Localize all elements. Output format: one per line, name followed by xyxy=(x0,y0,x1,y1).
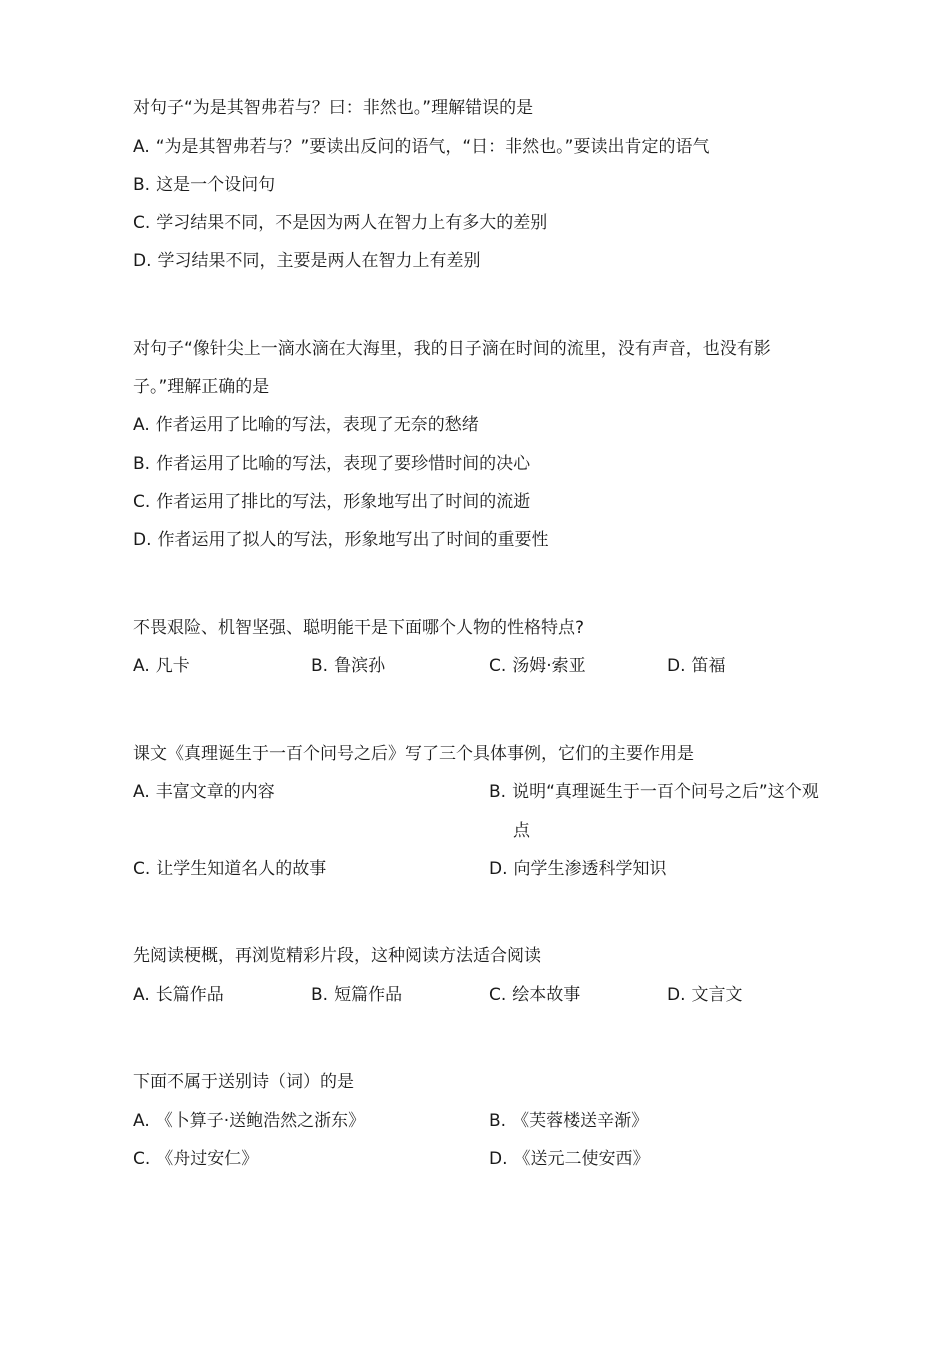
question-1-stem: 对句子“为是其智弗若与？曰：非然也。”理解错误的是 xyxy=(133,98,534,118)
option-letter: A. xyxy=(133,985,150,1005)
option-text: 让学生知道名人的故事 xyxy=(156,859,327,879)
option-letter: A. xyxy=(133,137,150,157)
question-5-stem: 先阅读梗概，再浏览精彩片段，这种阅读方法适合阅读 xyxy=(133,946,541,966)
question-4-option-b xyxy=(489,781,819,803)
option-text: 作者运用了比喻的写法，表现了要珍惜时间的决心 xyxy=(156,454,531,474)
question-4-stem: 课文《真理诞生于一百个问号之后》写了三个具体事例，它们的主要作用是 xyxy=(133,744,694,764)
option-letter: D. xyxy=(489,859,508,879)
question-5-option-a xyxy=(133,984,224,1006)
option-letter: A. xyxy=(133,1111,150,1131)
question-2-option-c xyxy=(133,491,530,513)
option-letter: B. xyxy=(311,985,329,1005)
question-6-option-c xyxy=(133,1148,258,1170)
option-text: 丰富文章的内容 xyxy=(155,782,275,802)
option-text: 学习结果不同，不是因为两人在智力上有多大的差别 xyxy=(156,213,548,233)
option-text: 这是一个设问句 xyxy=(156,175,276,195)
option-text: 长篇作品 xyxy=(155,985,224,1005)
option-letter: C. xyxy=(133,1149,151,1169)
option-text: 学习结果不同，主要是两人在智力上有差别 xyxy=(157,251,481,271)
option-text: 绘本故事 xyxy=(512,985,581,1005)
option-text: “为是其智弗若与？”要读出反问的语气，“日：非然也。”要读出肯定的语气 xyxy=(155,137,710,157)
option-letter: C. xyxy=(133,859,151,879)
option-letter: D. xyxy=(133,251,152,271)
question-4-option-b-continuation: 点 xyxy=(513,821,530,841)
question-3-option-c xyxy=(489,655,586,677)
option-letter: C. xyxy=(133,213,151,233)
option-letter: B. xyxy=(311,656,329,676)
question-1-option-a xyxy=(133,136,709,158)
option-letter: C. xyxy=(489,985,507,1005)
option-letter: B. xyxy=(489,1111,507,1131)
question-3-option-b xyxy=(311,655,385,677)
option-letter: D. xyxy=(489,1149,508,1169)
option-text: 文言文 xyxy=(691,985,743,1005)
option-letter: B. xyxy=(133,175,151,195)
option-text: 说明“真理诞生于一百个问号之后”这个观 xyxy=(512,782,819,802)
question-5-option-b xyxy=(311,984,402,1006)
option-text: 鲁滨孙 xyxy=(334,656,386,676)
option-letter: D. xyxy=(133,530,152,550)
question-1-option-b xyxy=(133,174,275,196)
option-text: 凡卡 xyxy=(155,656,190,676)
question-2-stem-line-2: 子。”理解正确的是 xyxy=(133,377,270,397)
question-2-option-d xyxy=(133,529,549,551)
question-3-option-a xyxy=(133,655,190,677)
option-text: 作者运用了排比的写法，形象地写出了时间的流逝 xyxy=(156,492,531,512)
option-text: 《送元二使安西》 xyxy=(513,1149,650,1169)
question-2-stem-line-1: 对句子“像针尖上一滴水滴在大海里，我的日子滴在时间的流里，没有声音，也没有影 xyxy=(133,339,771,359)
option-text: 作者运用了拟人的写法，形象地写出了时间的重要性 xyxy=(157,530,549,550)
option-letter: A. xyxy=(133,656,150,676)
option-letter: B. xyxy=(489,782,507,802)
question-6-stem: 下面不属于送别诗（词）的是 xyxy=(133,1072,354,1092)
option-letter: D. xyxy=(667,656,686,676)
question-4-option-c xyxy=(133,858,326,880)
question-6-option-b xyxy=(489,1110,648,1132)
option-text: 《舟过安仁》 xyxy=(156,1149,259,1169)
option-text: 向学生渗透科学知识 xyxy=(513,859,667,879)
question-3-option-d xyxy=(667,655,726,677)
question-4-option-a xyxy=(133,781,275,803)
option-text: 《卜算子·送鲍浩然之浙东》 xyxy=(155,1111,366,1131)
option-letter: C. xyxy=(133,492,151,512)
question-1-option-d xyxy=(133,250,481,272)
option-text: 笛福 xyxy=(691,656,726,676)
question-3-stem: 不畏艰险、机智坚强、聪明能干是下面哪个人物的性格特点? xyxy=(133,618,585,638)
question-5-option-d xyxy=(667,984,743,1006)
option-text: 作者运用了比喻的写法，表现了无奈的愁绪 xyxy=(155,415,479,435)
question-4-option-d xyxy=(489,858,667,880)
question-1-option-c xyxy=(133,212,547,234)
question-2-option-b xyxy=(133,453,530,475)
option-letter: D. xyxy=(667,985,686,1005)
option-letter: B. xyxy=(133,454,151,474)
question-6-option-d xyxy=(489,1148,650,1170)
option-text: 《芙蓉楼送辛渐》 xyxy=(512,1111,649,1131)
question-6-option-a xyxy=(133,1110,365,1132)
option-text: 短篇作品 xyxy=(334,985,403,1005)
option-letter: A. xyxy=(133,415,150,435)
question-5-option-c xyxy=(489,984,580,1006)
option-text: 汤姆·索亚 xyxy=(512,656,586,676)
option-letter: C. xyxy=(489,656,507,676)
question-2-option-a xyxy=(133,414,479,436)
option-letter: A. xyxy=(133,782,150,802)
